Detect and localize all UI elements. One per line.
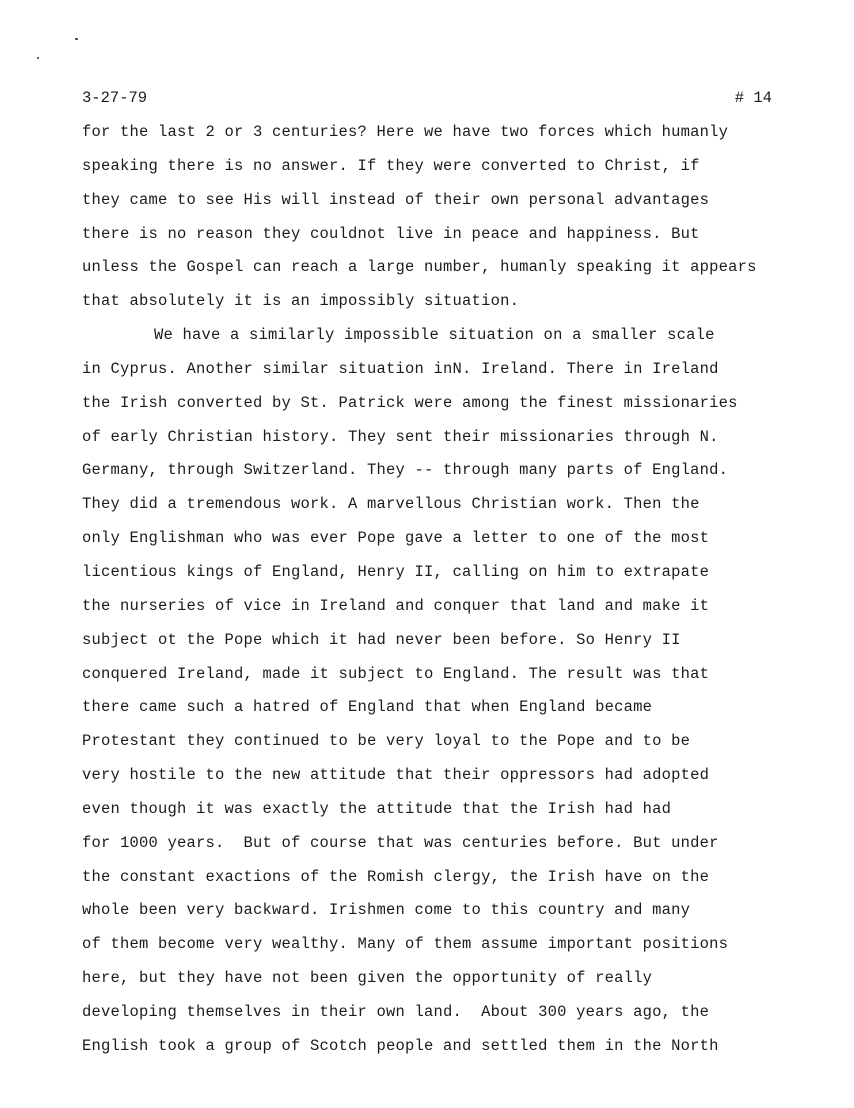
text-line: conquered Ireland, made it subject to England. The result was that [82,664,710,683]
text-line: there came such a hatred of England that when England became [82,698,653,717]
text-line: developing themselves in their own land. About 300 years ago, the [82,1002,710,1021]
text-line: for the last 2 or 3 centuries? Here we have two forces which humanly [82,123,729,141]
text-line: even though it was exactly the attitude that the Irish had had [82,799,672,818]
text-line: the nurseries of vice in Ireland and conquer that land and make it [82,596,710,615]
text-line: the Irish converted by St. Patrick were among the finest missionaries [82,393,738,412]
text-line: in Cyprus. Another similar situation inN. Ireland. There in Ireland [82,359,719,378]
text-line-paragraph-start: We have a similarly impossible situation on a smaller scale [154,326,715,345]
text-line: here, but they have not been given the opportunity of really [82,969,653,988]
text-line: unless the Gospel can reach a large number, humanly speaking it appears [82,258,757,277]
text-line: of them become very wealthy. Many of them assume important positions [82,935,729,954]
date-label: 3-27-79 [82,89,148,107]
text-line: subject ot the Pope which it had never been before. So Henry II [82,630,681,649]
text-line: for 1000 years. But of course that was centuries before. But under [82,833,719,852]
text-line: only Englishman who was ever Pope gave a letter to one of the most [82,529,710,548]
text-line: that absolutely it is an impossibly situation. [82,292,520,311]
text-line: whole been very backward. Irishmen come to this country and many [82,901,691,920]
text-line: very hostile to the new attitude that their oppressors had adopted [82,766,710,785]
scan-speck [37,57,39,59]
page-number: # 14 [734,89,772,107]
text-line: of early Christian history. They sent their missionaries through N. [82,427,719,446]
page-header [82,86,772,110]
text-line: Protestant they continued to be very loyal to the Pope and to be [82,732,691,751]
text-line: there is no reason they couldnot live in peace and happiness. But [82,224,700,243]
document-body [82,116,842,1064]
text-line: the constant exactions of the Romish clergy, the Irish have on the [82,867,710,886]
text-line: English took a group of Scotch people and settled them in the North [82,1036,719,1055]
text-line: speaking there is no answer. If they were converted to Christ, if [82,156,700,175]
text-line: Germany, through Switzerland. They -- through many parts of England. [82,461,729,480]
text-line: They did a tremendous work. A marvellous Christian work. Then the [82,495,700,514]
text-line: they came to see His will instead of their own personal advantages [82,190,710,209]
text-line: licentious kings of England, Henry II, calling on him to extrapate [82,562,710,581]
scan-speck [75,38,78,40]
